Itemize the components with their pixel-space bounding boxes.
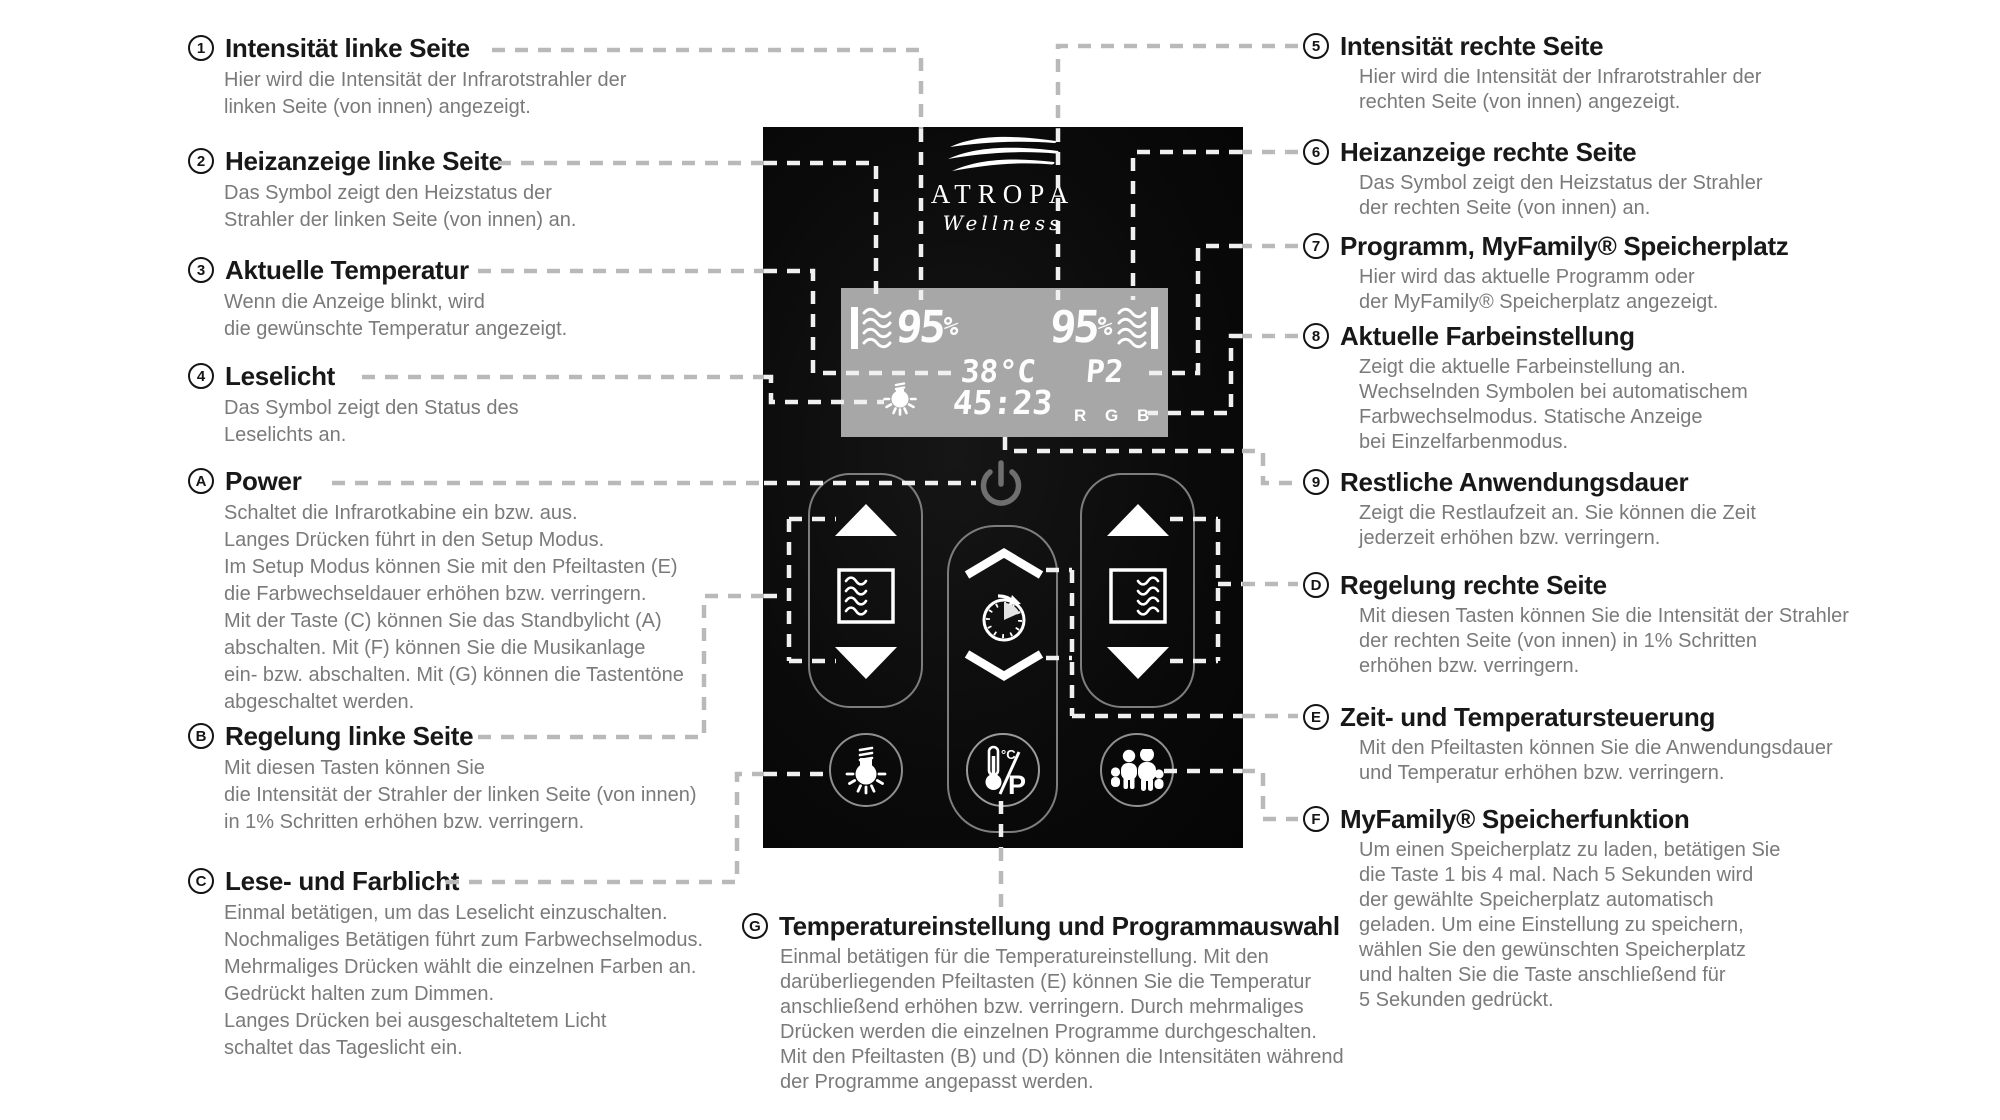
annotation-marker: 6 (1303, 139, 1329, 165)
left-intensity-readout (851, 302, 959, 353)
brand-logo (763, 135, 1243, 235)
annotation-title: Aktuelle Temperatur (225, 254, 469, 285)
annotation-text-line: der gewählte Speicherplatz automatisch (1359, 889, 1714, 911)
annotation-text-line: Leselichts an. (224, 424, 347, 446)
annotation-6 (1303, 137, 1763, 221)
annotation-marker: D (1303, 572, 1329, 598)
annotation-marker: 4 (188, 363, 214, 389)
annotation-title: Intensität linke Seite (225, 32, 470, 63)
annotation-text-line: in 1% Schritten erhöhen bzw. verringern. (224, 811, 585, 833)
annotation-text-line: der Programme angepasst werden. (780, 1071, 1094, 1093)
annotation-text-line: Mit der Taste (C) können Sie das Standbylicht (A) (224, 610, 662, 632)
annotation-title: Heizanzeige rechte Seite (1340, 136, 1637, 167)
annotation-text-line: die gewünschte Temperatur angezeigt. (224, 318, 568, 340)
annotation-marker: 2 (188, 148, 214, 174)
annotation-marker: 3 (188, 257, 214, 283)
annotation-text-line: Im Setup Modus können Sie mit den Pfeiltasten (E) (224, 556, 678, 578)
annotation-title: Restliche Anwendungsdauer (1340, 466, 1689, 497)
annotation-8 (1303, 321, 1748, 455)
annotation-title: Leselicht (225, 360, 336, 391)
thermometer-program-icon (977, 742, 1029, 798)
annotation-text-line: schaltet das Tageslicht ein. (224, 1037, 463, 1059)
annotation-text-line: Um einen Speicherplatz zu laden, betätigen Sie (1359, 839, 1781, 861)
annotation-title: Programm, MyFamily® Speicherplatz (1340, 230, 1789, 261)
right-intensity-down-button[interactable] (1107, 647, 1169, 679)
annotation-text-line: Langes Drücken bei ausgeschaltetem Licht (224, 1010, 607, 1032)
annotation-marker: 9 (1303, 469, 1329, 495)
leader-line (1242, 771, 1298, 819)
annotation-description (224, 289, 567, 343)
annotation-description (1359, 171, 1763, 221)
logo-waves-icon (944, 135, 1062, 175)
annotation-text-line: Mit diesen Tasten können Sie (224, 757, 485, 779)
annotation-description (1359, 355, 1748, 455)
annotation-F (1303, 804, 1780, 1013)
annotation-marker: C (188, 868, 214, 894)
value-down-button[interactable] (961, 648, 1047, 682)
annotation-text-line: Das Symbol zeigt den Heizstatus der (224, 182, 552, 204)
annotation-description (224, 67, 626, 121)
annotation-description (1359, 736, 1833, 786)
right-intensity-value: 95% (1048, 302, 1115, 353)
annotation-description (224, 900, 703, 1062)
left-intensity-up-button[interactable] (835, 504, 897, 536)
left-intensity-cluster (808, 473, 923, 708)
left-intensity-value: 95% (893, 302, 960, 353)
annotation-1 (188, 33, 626, 121)
annotation-text-line: Einmal betätigen, um das Leselicht einzuschalten. (224, 902, 668, 924)
annotation-9 (1303, 467, 1756, 551)
annotation-text-line: Wenn die Anzeige blinkt, wird (224, 291, 485, 313)
annotation-text-line: Mehrmaliges Drücken wählt die einzelnen Farben an. (224, 956, 697, 978)
annotation-marker: E (1303, 704, 1329, 730)
annotation-text-line: und Temperatur erhöhen bzw. verringern. (1359, 762, 1725, 784)
annotation-marker: A (188, 468, 214, 494)
annotation-text-line: Mit den Pfeiltasten können Sie die Anwendungsdauer (1359, 737, 1833, 759)
annotation-description (780, 945, 1344, 1095)
temperature-readout: 38°C (959, 354, 1038, 390)
annotation-text-line: Strahler der linken Seite (von innen) an. (224, 209, 577, 231)
right-intensity-up-button[interactable] (1107, 504, 1169, 536)
annotation-description (1359, 838, 1780, 1013)
annotation-2 (188, 146, 576, 234)
annotation-text-line: abschalten. Mit (F) können Sie die Musikanlage (224, 637, 646, 659)
annotation-D (1303, 570, 1849, 679)
right-wall-bar-icon (1151, 307, 1158, 349)
annotation-title: Intensität rechte Seite (1340, 30, 1604, 61)
annotation-text-line: Einmal betätigen für die Temperatureinstellung. Mit den (780, 946, 1269, 968)
annotation-5 (1303, 31, 1761, 115)
brand-subtitle: Wellness (942, 211, 1064, 235)
annotation-text-line: Zeigt die Restlaufzeit an. Sie können die Zeit (1359, 502, 1756, 524)
annotation-title: Lese- und Farblicht (225, 865, 460, 896)
annotation-marker: 1 (188, 35, 214, 61)
annotation-title: Power (225, 465, 302, 496)
annotation-title: Regelung rechte Seite (1340, 569, 1607, 600)
annotation-marker: 5 (1303, 33, 1329, 59)
annotation-C (188, 866, 703, 1062)
control-panel (763, 127, 1243, 848)
annotation-text-line: 5 Sekunden gedrückt. (1359, 989, 1554, 1011)
annotation-text-line: Drücken werden die einzelnen Programme durchgeschalten. (780, 1021, 1317, 1043)
annotation-title: MyFamily® Speicherfunktion (1340, 803, 1690, 834)
light-bulb-icon (843, 744, 889, 796)
annotation-marker: 8 (1303, 323, 1329, 349)
timer-clock-icon (978, 591, 1030, 643)
annotation-text-line: die Farbwechseldauer erhöhen bzw. verringern. (224, 583, 647, 605)
annotation-text-line: erhöhen bzw. verringern. (1359, 655, 1580, 677)
annotation-text-line: und halten Sie die Taste anschließend für (1359, 964, 1726, 986)
left-wall-bar-icon (851, 307, 858, 349)
right-intensity-readout (1050, 302, 1158, 353)
annotation-text-line: der rechten Seite (von innen) in 1% Schritten (1359, 630, 1757, 652)
annotation-text-line: wählen Sie den gewünschten Speicherplatz (1359, 939, 1746, 961)
right-intensity-cluster (1080, 473, 1195, 708)
power-button[interactable] (978, 458, 1024, 510)
annotation-description (1359, 265, 1789, 315)
annotation-text-line: Nochmaliges Betätigen führt zum Farbwechselmodus. (224, 929, 704, 951)
annotation-E (1303, 702, 1833, 786)
annotation-7 (1303, 231, 1789, 315)
svg-text:°C: °C (1001, 747, 1016, 762)
right-heater-icon (1109, 568, 1167, 624)
reading-light-indicator-icon (883, 382, 917, 418)
left-heat-waves-icon (861, 306, 893, 350)
annotation-text-line: Wechselnden Symbolen bei automatischem (1359, 381, 1748, 403)
annotation-title: Temperatureinstellung und Programmauswahl (779, 910, 1340, 941)
annotation-4 (188, 361, 519, 449)
annotation-description (224, 395, 519, 449)
annotation-text-line: linken Seite (von innen) angezeigt. (224, 96, 531, 118)
annotation-text-line: rechten Seite (von innen) angezeigt. (1359, 91, 1681, 113)
annotation-text-line: Gedrückt halten zum Dimmen. (224, 983, 495, 1005)
annotation-title: Zeit- und Temperatursteuerung (1340, 701, 1716, 732)
annotation-text-line: Hier wird die Intensität der Infrarotstrahler der (224, 69, 627, 91)
annotation-description (224, 500, 684, 716)
annotation-description (1359, 501, 1756, 551)
color-mode-readout: R G B (1074, 406, 1157, 425)
intensity-row (851, 302, 1158, 353)
annotation-3 (188, 255, 567, 343)
program-readout: P2 (1084, 354, 1125, 390)
annotation-text-line: Das Symbol zeigt den Status des (224, 397, 519, 419)
annotation-title: Heizanzeige linke Seite (225, 145, 503, 176)
value-up-button[interactable] (961, 547, 1047, 581)
annotation-description (1359, 65, 1761, 115)
annotation-marker: G (742, 913, 768, 939)
annotation-G (742, 911, 1344, 1095)
annotation-text-line: Mit den Pfeiltasten (B) und (D) können die Intensitäten während (780, 1046, 1344, 1068)
annotation-text-line: Mit diesen Tasten können Sie die Intensität der Strahler (1359, 605, 1849, 627)
annotation-description (1359, 604, 1849, 679)
annotation-text-line: Farbwechselmodus. Statische Anzeige (1359, 406, 1703, 428)
annotation-text-line: abgeschaltet werden. (224, 691, 415, 713)
annotation-B (188, 721, 697, 836)
annotation-marker: F (1303, 806, 1329, 832)
annotation-text-line: der rechten Seite (von innen) an. (1359, 197, 1651, 219)
annotation-marker: B (188, 723, 214, 749)
annotation-title: Regelung linke Seite (225, 720, 474, 751)
svg-text:P: P (1008, 770, 1027, 798)
leader-line (1242, 451, 1298, 483)
annotation-text-line: jederzeit erhöhen bzw. verringern. (1359, 527, 1661, 549)
annotation-text-line: die Intensität der Strahler der linken Seite (von innen) (224, 784, 697, 806)
brand-name: ATROPA (930, 179, 1076, 209)
annotation-text-line: die Taste 1 bis 4 mal. Nach 5 Sekunden wird (1359, 864, 1754, 886)
annotation-text-line: Langes Drücken führt in den Setup Modus. (224, 529, 605, 551)
annotation-text-line: Schaltet die Infrarotkabine ein bzw. aus. (224, 502, 578, 524)
myfamily-button[interactable] (1100, 733, 1174, 807)
annotation-marker: 7 (1303, 233, 1329, 259)
annotation-description (224, 755, 697, 836)
annotation-text-line: ein- bzw. abschalten. Mit (G) können die Tastentöne (224, 664, 684, 686)
annotation-text-line: der MyFamily® Speicherplatz angezeigt. (1359, 291, 1719, 313)
annotation-title: Aktuelle Farbeinstellung (1340, 320, 1635, 351)
annotation-text-line: Hier wird die Intensität der Infrarotstrahler der (1359, 66, 1762, 88)
annotation-A (188, 466, 684, 716)
annotation-text-line: Zeigt die aktuelle Farbeinstellung an. (1359, 356, 1686, 378)
right-heat-waves-icon (1116, 306, 1148, 350)
temperature-program-button[interactable] (966, 733, 1040, 807)
family-icon (1109, 749, 1165, 791)
left-heater-icon (837, 568, 895, 624)
annotation-text-line: geladen. Um eine Einstellung zu speichern, (1359, 914, 1744, 936)
annotation-text-line: anschließend erhöhen bzw. verringern. Durch mehrmaliges (780, 996, 1304, 1018)
time-remaining-readout: 45:23 (951, 383, 1055, 422)
annotation-text-line: Hier wird das aktuelle Programm oder (1359, 266, 1695, 288)
leader-line (1058, 46, 1298, 129)
lcd-display (841, 288, 1168, 437)
annotation-text-line: Das Symbol zeigt den Heizstatus der Strahler (1359, 172, 1763, 194)
annotation-text-line: bei Einzelfarbenmodus. (1359, 431, 1569, 453)
reading-light-button[interactable] (829, 733, 903, 807)
annotation-text-line: darüberliegenden Pfeiltasten (E) können Sie die Temperatur (780, 971, 1312, 993)
left-intensity-down-button[interactable] (835, 647, 897, 679)
annotation-description (224, 180, 576, 234)
